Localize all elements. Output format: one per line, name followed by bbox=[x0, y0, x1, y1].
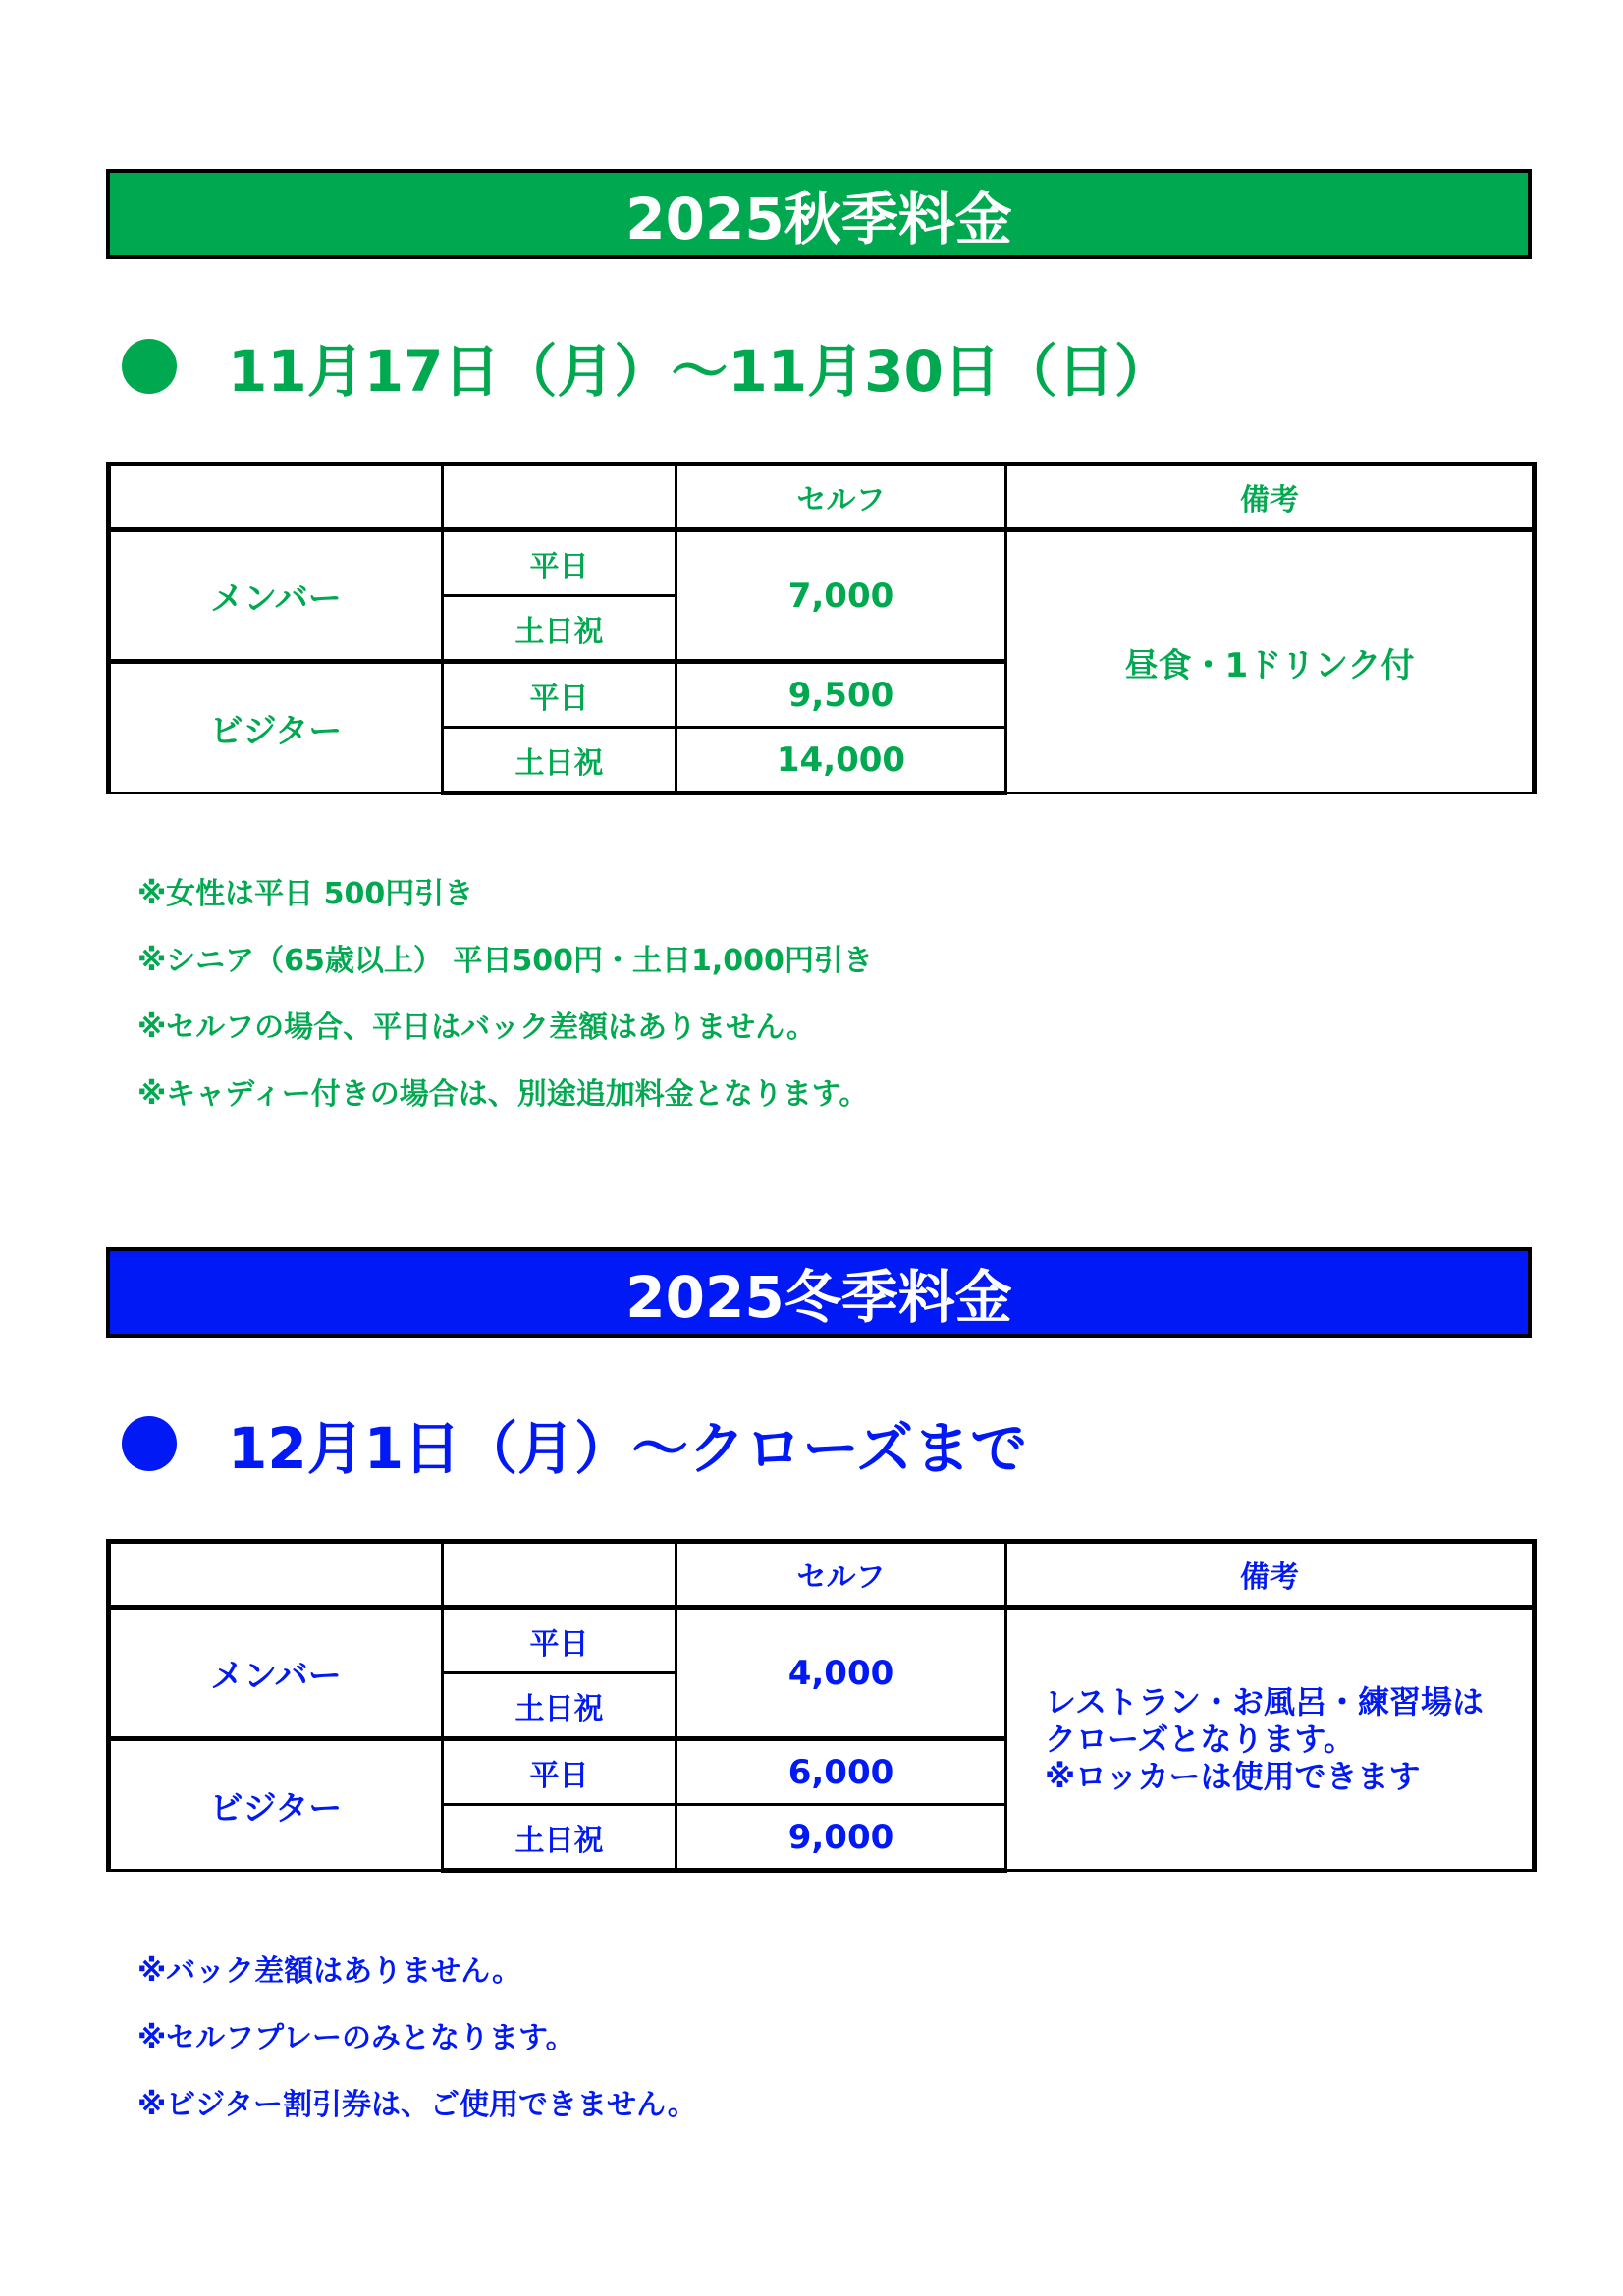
bullet-dot-icon bbox=[122, 339, 177, 394]
visitor-weekend-price: 9,000 bbox=[676, 1805, 1006, 1871]
header-self: セルフ bbox=[676, 465, 1006, 530]
winter-period bbox=[122, 1399, 1027, 1488]
visitor-label: ビジター bbox=[109, 662, 443, 793]
table-row bbox=[109, 530, 1535, 596]
remark-cell: 昼食・1ドリンク付 bbox=[1006, 530, 1535, 793]
autumn-title-banner bbox=[106, 169, 1532, 259]
header-remarks: 備考 bbox=[1006, 1542, 1535, 1608]
autumn-notes bbox=[137, 874, 873, 1141]
weekday-label: 平日 bbox=[443, 1739, 676, 1805]
visitor-weekday-price: 9,500 bbox=[676, 662, 1006, 728]
winter-notes bbox=[137, 1951, 697, 2152]
weekday-label: 平日 bbox=[443, 662, 676, 728]
note-line: ※ビジター割引券は、ご使用できません。 bbox=[137, 2088, 697, 2122]
member-label: メンバー bbox=[109, 1608, 443, 1739]
remark-cell bbox=[1006, 1608, 1535, 1871]
header-cell bbox=[443, 1542, 676, 1608]
remark-line: ※ロッカーは使用できます bbox=[1045, 1758, 1421, 1795]
member-label: メンバー bbox=[109, 530, 443, 662]
header-remarks: 備考 bbox=[1006, 465, 1535, 530]
header-cell bbox=[443, 465, 676, 530]
autumn-period bbox=[122, 322, 1171, 410]
remark-line: クローズとなります。 bbox=[1045, 1721, 1355, 1758]
weekend-label: 土日祝 bbox=[443, 596, 676, 662]
weekday-label: 平日 bbox=[443, 530, 676, 596]
autumn-title: 2025秋季料金 bbox=[625, 186, 1012, 252]
visitor-weekend-price: 14,000 bbox=[676, 728, 1006, 793]
autumn-price-table bbox=[106, 462, 1537, 795]
remark-line: レストラン・お風呂・練習場は bbox=[1045, 1683, 1485, 1721]
visitor-label: ビジター bbox=[109, 1739, 443, 1871]
member-price: 7,000 bbox=[676, 530, 1006, 662]
header-cell bbox=[109, 465, 443, 530]
table-header-row bbox=[109, 465, 1535, 530]
weekend-label: 土日祝 bbox=[443, 1673, 676, 1739]
note-line: ※バック差額はありません。 bbox=[137, 1954, 521, 1989]
weekend-label: 土日祝 bbox=[443, 1805, 676, 1871]
autumn-period-text: 11月17日（月）～11月30日（日） bbox=[228, 338, 1171, 405]
visitor-weekday-price: 6,000 bbox=[676, 1739, 1006, 1805]
header-cell bbox=[109, 1542, 443, 1608]
member-price: 4,000 bbox=[676, 1608, 1006, 1739]
weekend-label: 土日祝 bbox=[443, 728, 676, 793]
note-line: ※シニア（65歳以上） 平日500円・土日1,000円引き bbox=[137, 944, 873, 978]
winter-title: 2025冬季料金 bbox=[625, 1264, 1012, 1331]
header-self: セルフ bbox=[676, 1542, 1006, 1608]
winter-period-text: 12月1日（月）～クローズまで bbox=[228, 1415, 1028, 1482]
table-row bbox=[109, 1608, 1535, 1673]
winter-title-banner bbox=[106, 1247, 1532, 1338]
note-line: ※セルフの場合、平日はバック差額はありません。 bbox=[137, 1011, 816, 1045]
bullet-dot-icon bbox=[122, 1416, 177, 1471]
table-header-row bbox=[109, 1542, 1535, 1608]
winter-price-table bbox=[106, 1539, 1537, 1873]
weekday-label: 平日 bbox=[443, 1608, 676, 1673]
note-line: ※キャディー付きの場合は、別途追加料金となります。 bbox=[137, 1077, 869, 1112]
note-line: ※女性は平日 500円引き bbox=[137, 877, 474, 911]
note-line: ※セルフプレーのみとなります。 bbox=[137, 2021, 575, 2055]
